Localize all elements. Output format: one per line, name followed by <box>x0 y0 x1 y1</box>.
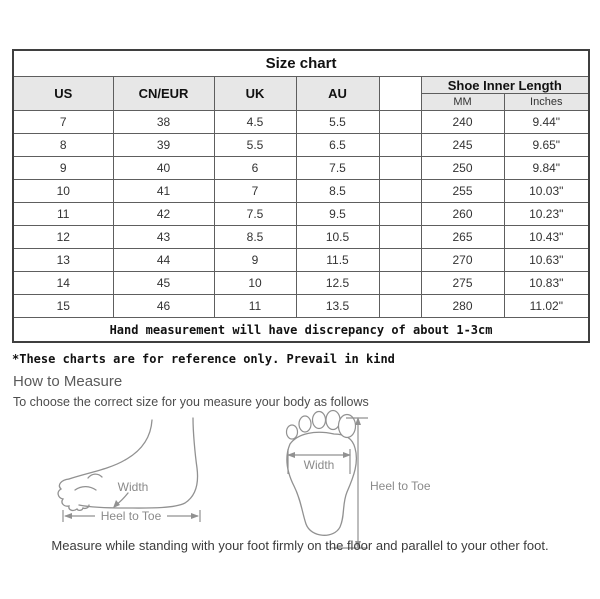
cell-cn-eur: 45 <box>113 272 214 295</box>
table-row <box>13 203 589 226</box>
foot-knuckle-line <box>88 474 102 478</box>
cell-mm: 280 <box>421 295 504 318</box>
measure-instruction: Measure while standing with your foot firmly on the floor and parallel to your other foot. <box>51 538 549 553</box>
side-width-label: Width <box>117 480 149 494</box>
spacer-column-cell <box>379 226 421 249</box>
footprint-sole-outline <box>287 432 357 535</box>
col-header-mm: MM <box>421 94 504 111</box>
cell-cn-eur: 39 <box>113 134 214 157</box>
table-row <box>13 295 589 318</box>
spacer-column-cell <box>379 111 421 134</box>
foot-toe-detail-line <box>75 487 96 490</box>
table-body <box>13 111 589 318</box>
table-row <box>13 180 589 203</box>
table-footer-row <box>13 318 589 343</box>
print-heel-to-toe-label: Heel to Toe <box>370 479 431 493</box>
cell-uk: 10 <box>214 272 296 295</box>
cell-cn-eur: 46 <box>113 295 214 318</box>
arrow-left-icon <box>64 513 72 519</box>
cell-mm: 270 <box>421 249 504 272</box>
side-heel-to-toe-label: Heel to Toe <box>100 509 162 523</box>
cell-cn-eur: 42 <box>113 203 214 226</box>
cell-mm: 250 <box>421 157 504 180</box>
cell-us: 10 <box>13 180 113 203</box>
table-row <box>13 272 589 295</box>
table-row <box>13 226 589 249</box>
cell-mm: 265 <box>421 226 504 249</box>
cell-cn-eur: 43 <box>113 226 214 249</box>
footprint-diagram <box>276 406 441 552</box>
table-row <box>13 111 589 134</box>
cell-inches: 9.65" <box>504 134 589 157</box>
cell-mm: 245 <box>421 134 504 157</box>
cell-us: 13 <box>13 249 113 272</box>
cell-uk: 11 <box>214 295 296 318</box>
spacer-column-cell <box>379 295 421 318</box>
cell-mm: 275 <box>421 272 504 295</box>
table-row <box>13 249 589 272</box>
cell-inches: 10.83" <box>504 272 589 295</box>
cell-uk: 7.5 <box>214 203 296 226</box>
cell-uk: 7 <box>214 180 296 203</box>
spacer-column-cell <box>379 157 421 180</box>
foot-side-view-diagram <box>55 412 207 526</box>
cell-us: 14 <box>13 272 113 295</box>
table-title: Size chart <box>13 50 589 77</box>
col-header-inches: Inches <box>504 94 589 111</box>
cell-au: 12.5 <box>296 272 379 295</box>
cell-inches: 9.44" <box>504 111 589 134</box>
cell-cn-eur: 40 <box>113 157 214 180</box>
spacer-column-cell <box>379 272 421 295</box>
cell-inches: 11.02" <box>504 295 589 318</box>
footer-note: Hand measurement will have discrepancy of about 1-3cm <box>13 318 589 343</box>
cell-inches: 9.84" <box>504 157 589 180</box>
cell-au: 9.5 <box>296 203 379 226</box>
width-pointer-arrowhead <box>113 500 120 508</box>
foot-heel-outline <box>79 418 198 508</box>
cell-cn-eur: 44 <box>113 249 214 272</box>
cell-uk: 6 <box>214 157 296 180</box>
cell-inches: 10.23" <box>504 203 589 226</box>
col-header-uk: UK <box>214 77 296 111</box>
cell-au: 5.5 <box>296 111 379 134</box>
col-header-au: AU <box>296 77 379 111</box>
col-header-us: US <box>13 77 113 111</box>
how-to-measure-subtitle: To choose the correct size for you measure your body as follows <box>13 395 369 409</box>
cell-us: 12 <box>13 226 113 249</box>
spacer-column-cell <box>379 249 421 272</box>
spacer-column-cell <box>379 77 421 111</box>
size-chart-table <box>12 49 590 343</box>
reference-note: *These charts are for reference only. Prevail in kind <box>12 352 395 366</box>
cell-mm: 255 <box>421 180 504 203</box>
cell-au: 7.5 <box>296 157 379 180</box>
cell-uk: 5.5 <box>214 134 296 157</box>
how-to-measure-heading: How to Measure <box>13 373 123 390</box>
cell-us: 7 <box>13 111 113 134</box>
cell-us: 11 <box>13 203 113 226</box>
table-row <box>13 134 589 157</box>
cell-uk: 9 <box>214 249 296 272</box>
table-header-row <box>13 77 589 94</box>
toe-icon <box>287 425 298 439</box>
cell-mm: 260 <box>421 203 504 226</box>
print-width-label: Width <box>303 458 335 472</box>
cell-us: 15 <box>13 295 113 318</box>
spacer-column-cell <box>379 203 421 226</box>
cell-inches: 10.43" <box>504 226 589 249</box>
cell-us: 8 <box>13 134 113 157</box>
col-header-cn-eur: CN/EUR <box>113 77 214 111</box>
cell-inches: 10.63" <box>504 249 589 272</box>
toe-icon <box>313 412 326 429</box>
cell-au: 10.5 <box>296 226 379 249</box>
toe-icon <box>299 416 311 432</box>
cell-us: 9 <box>13 157 113 180</box>
cell-au: 11.5 <box>296 249 379 272</box>
cell-au: 8.5 <box>296 180 379 203</box>
cell-inches: 10.03" <box>504 180 589 203</box>
cell-mm: 240 <box>421 111 504 134</box>
spacer-column-cell <box>379 180 421 203</box>
cell-uk: 8.5 <box>214 226 296 249</box>
toe-icon <box>326 411 340 430</box>
cell-au: 6.5 <box>296 134 379 157</box>
cell-cn-eur: 41 <box>113 180 214 203</box>
col-header-inner-length: Shoe Inner Length <box>421 77 589 94</box>
table-title-row <box>13 50 589 77</box>
spacer-column-cell <box>379 134 421 157</box>
cell-cn-eur: 38 <box>113 111 214 134</box>
cell-uk: 4.5 <box>214 111 296 134</box>
table-row <box>13 157 589 180</box>
foot-instep-outline <box>69 420 152 479</box>
cell-au: 13.5 <box>296 295 379 318</box>
arrow-right-icon <box>191 513 199 519</box>
